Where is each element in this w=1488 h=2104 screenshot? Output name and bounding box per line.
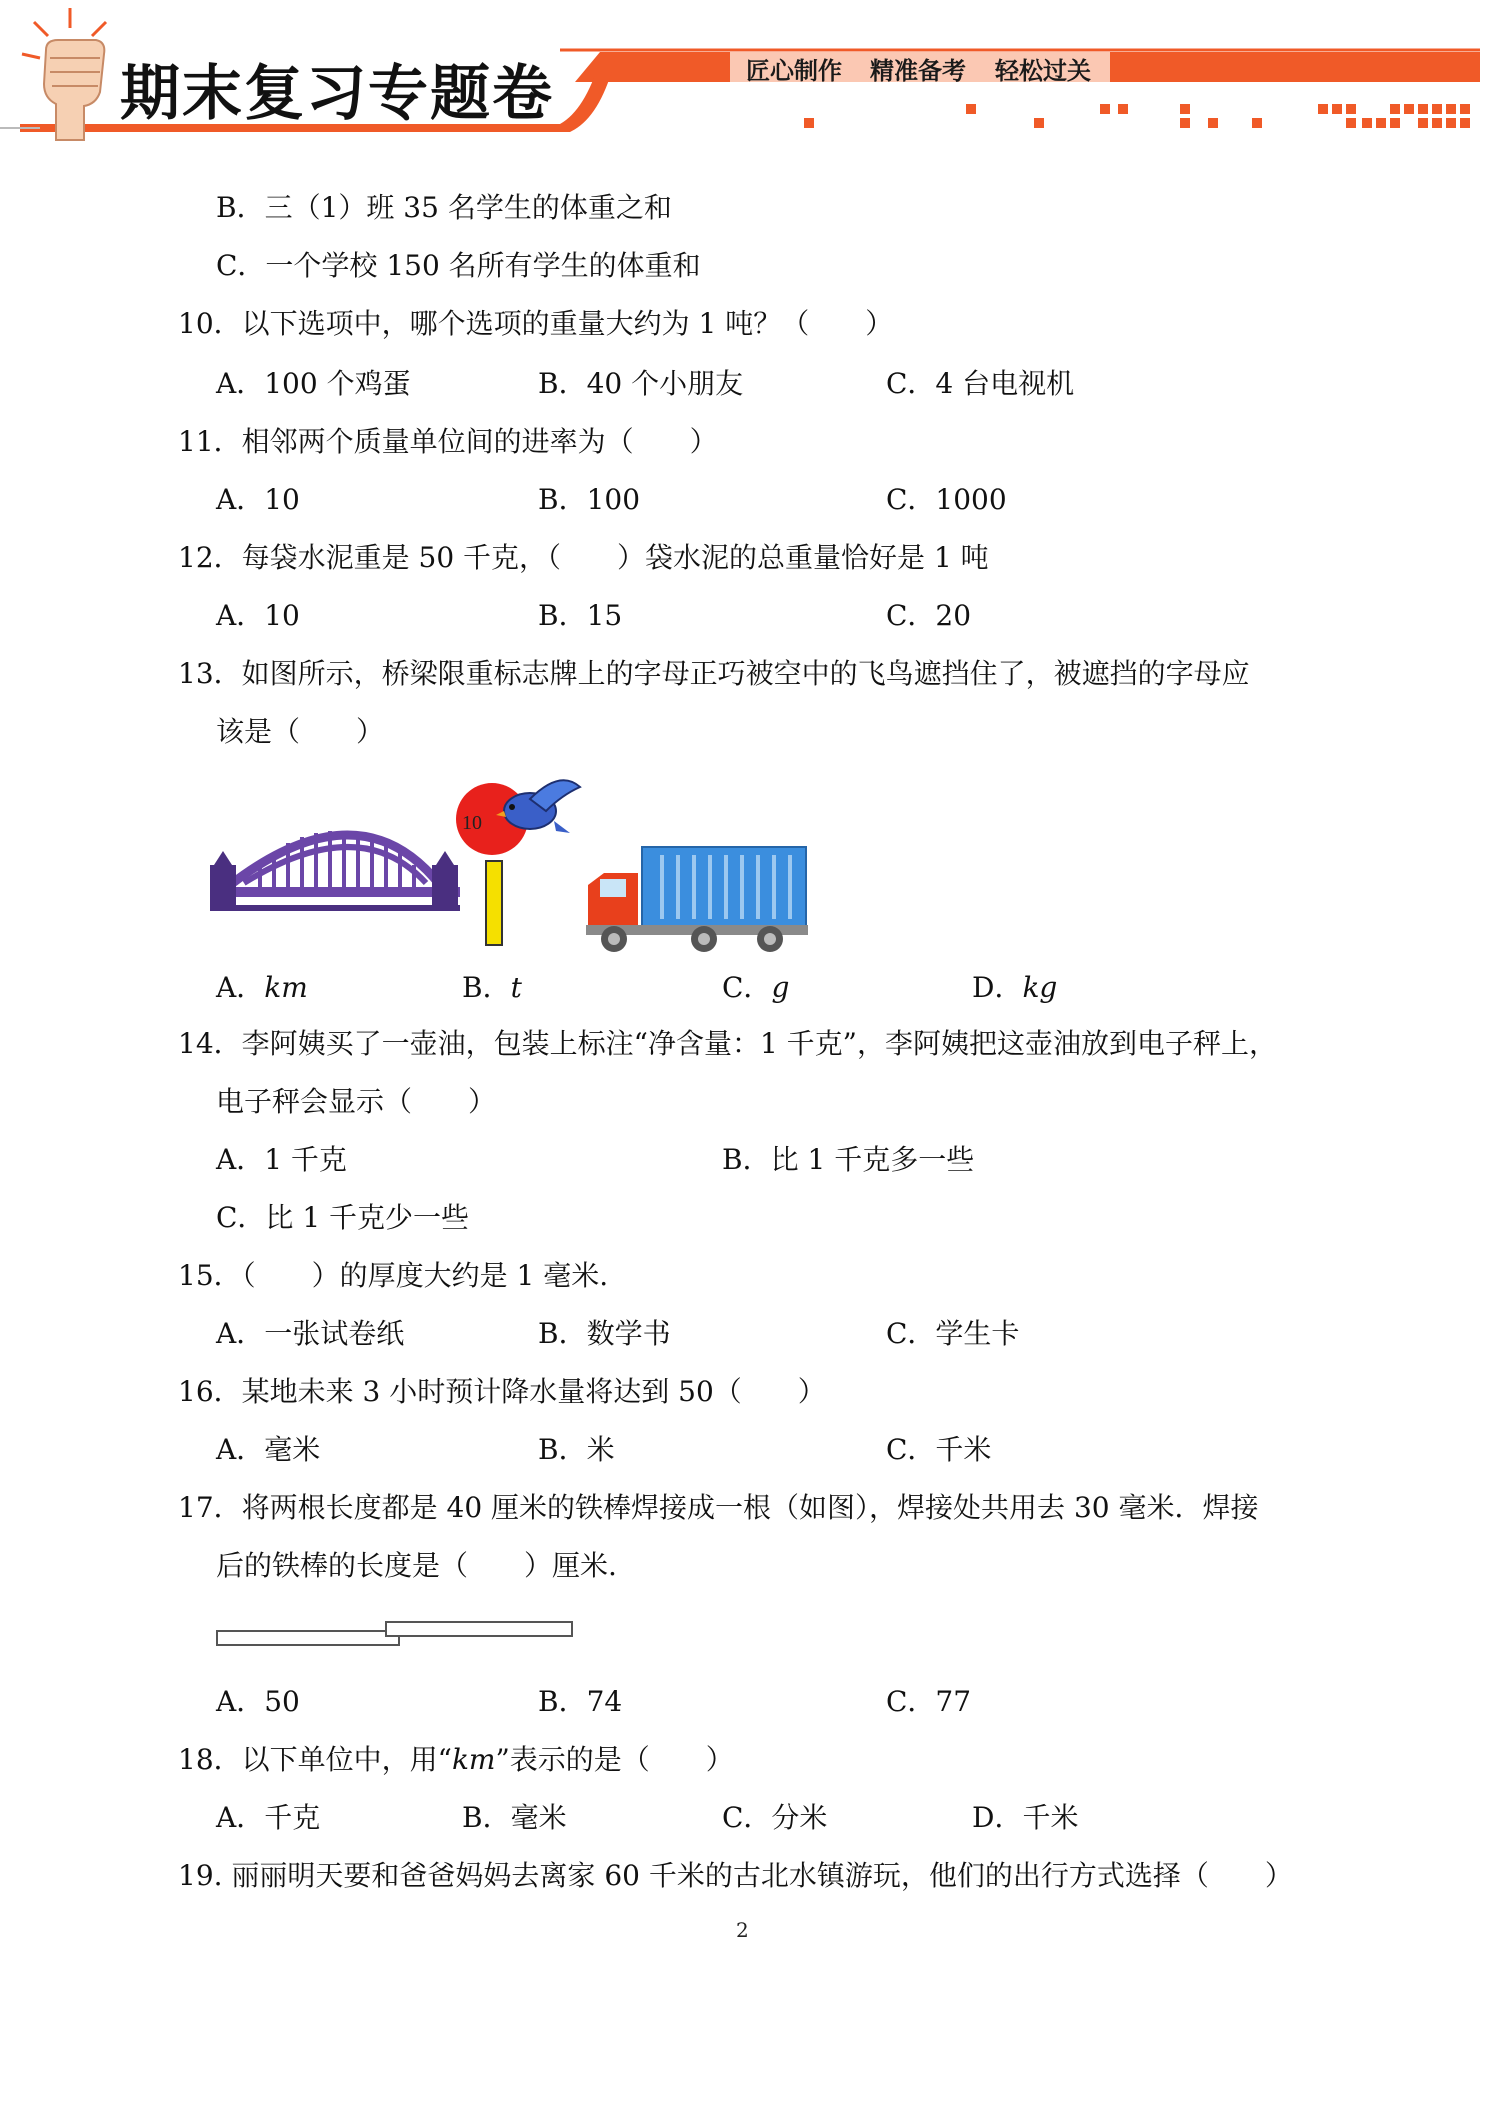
- header-title: 期末复习专题卷: [120, 59, 554, 129]
- q9-option-b: B．三（1）班 35 名学生的体重之和: [216, 191, 672, 224]
- q14-option-b: B．比 1 千克多一些: [722, 1143, 975, 1176]
- q18-option-c: C．分米: [722, 1801, 828, 1834]
- q16-option-c: C．千米: [886, 1433, 992, 1466]
- q17-stem-line2: 后的铁棒的长度是（ ）厘米.: [216, 1549, 617, 1582]
- q11-option-c: C．1000: [886, 483, 1007, 516]
- q15-option-b: B．数学书: [538, 1317, 671, 1350]
- q18-stem-unit: km: [451, 1743, 496, 1776]
- q14-option-c: C．比 1 千克少一些: [216, 1201, 470, 1234]
- q13-option-c: [722, 968, 789, 1008]
- q17-option-a: A．50: [216, 1685, 300, 1718]
- q15-option-a: A．一张试卷纸: [216, 1317, 405, 1350]
- q13-option-d-label: D．: [972, 971, 1023, 1004]
- q13-illustration: [210, 765, 820, 955]
- q18-stem-pre: 18．以下单位中，用“: [178, 1743, 452, 1776]
- slogan-2: 精准备考: [870, 57, 966, 85]
- bridge-icon: [210, 831, 460, 911]
- q12-stem: 12．每袋水泥重是 50 千克，（ ）袋水泥的总重量恰好是 1 吨: [178, 541, 989, 574]
- q13-option-a: [216, 968, 308, 1008]
- q14-option-a: A．1 千克: [216, 1143, 347, 1176]
- q18-stem: [178, 1740, 734, 1780]
- q13-option-d: [972, 968, 1057, 1008]
- q19-stem: 19. 丽丽明天要和爸爸妈妈去离家 60 千米的古北水镇游玩，他们的出行方式选择（ ）: [178, 1859, 1293, 1892]
- q13-option-b: [462, 968, 522, 1008]
- sign-number: 10: [462, 812, 482, 834]
- q13-stem-line1: 13．如图所示，桥梁限重标志牌上的字母正巧被空中的飞鸟遮挡住了，被遮挡的字母应: [178, 657, 1250, 690]
- q11-stem: 11．相邻两个质量单位间的进率为（ ）: [178, 425, 718, 458]
- slogan-1: 匠心制作: [746, 57, 842, 85]
- q12-option-b: B．15: [538, 599, 623, 632]
- welded-rods-diagram: [216, 1618, 576, 1652]
- q13-option-b-label: B．: [462, 971, 511, 1004]
- q11-option-a: A．10: [216, 483, 300, 516]
- slogan-3: 轻松过关: [995, 57, 1091, 85]
- q18-option-a: A．千克: [216, 1801, 321, 1834]
- q17-option-c: C．77: [886, 1685, 972, 1718]
- q12-option-a: A．10: [216, 599, 300, 632]
- q13-option-a-unit: km: [264, 971, 308, 1004]
- q17-option-b: B．74: [538, 1685, 623, 1718]
- q15-stem: 15．（ ）的厚度大约是 1 毫米.: [178, 1259, 609, 1292]
- q14-stem-line1: 14．李阿姨买了一壶油，包装上标注“净含量：1 千克”，李阿姨把这壶油放到电子秤上，: [178, 1027, 1277, 1060]
- rod-left: [217, 1631, 399, 1645]
- q9-option-c: C．一个学校 150 名所有学生的体重和: [216, 249, 701, 282]
- q12-option-c: C．20: [886, 599, 972, 632]
- header-banner: [0, 0, 1488, 150]
- fist-icon: [22, 8, 106, 140]
- q13-option-d-unit: kg: [1022, 971, 1058, 1004]
- q14-stem-line2: 电子秤会显示（ ）: [216, 1085, 497, 1118]
- rod-right: [386, 1622, 572, 1636]
- q16-option-b: B．米: [538, 1433, 615, 1466]
- truck-icon: [586, 847, 808, 952]
- page-number: 2: [736, 1918, 749, 1942]
- q10-option-a: A．100 个鸡蛋: [216, 367, 411, 400]
- q10-stem: 10．以下选项中，哪个选项的重量大约为 1 吨？（ ）: [178, 307, 894, 340]
- q13-option-c-unit: g: [771, 971, 790, 1004]
- q17-stem-line1: 17．将两根长度都是 40 厘米的铁棒焊接成一根（如图），焊接处共用去 30 毫米．焊接: [178, 1491, 1259, 1524]
- q15-option-c: C．学生卡: [886, 1317, 1020, 1350]
- q13-option-b-unit: t: [510, 971, 522, 1004]
- q10-option-c: C．4 台电视机: [886, 367, 1075, 400]
- q11-option-b: B．100: [538, 483, 641, 516]
- q13-option-a-label: A．: [216, 971, 265, 1004]
- q18-stem-post: ”表示的是（ ）: [495, 1743, 734, 1776]
- q13-option-c-label: C．: [722, 971, 772, 1004]
- q18-option-b: B．毫米: [462, 1801, 567, 1834]
- q18-option-d: D．千米: [972, 1801, 1079, 1834]
- q10-option-b: B．40 个小朋友: [538, 367, 744, 400]
- q16-stem: 16．某地未来 3 小时预计降水量将达到 50（ ）: [178, 1375, 826, 1408]
- q13-stem-line2: 该是（ ）: [216, 715, 385, 748]
- q16-option-a: A．毫米: [216, 1433, 321, 1466]
